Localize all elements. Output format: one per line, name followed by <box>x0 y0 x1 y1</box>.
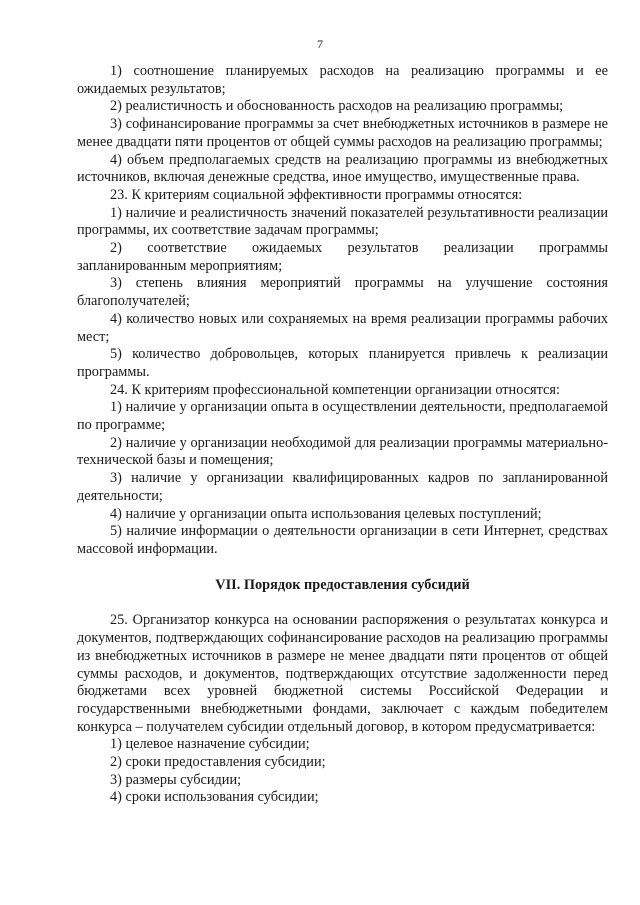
paragraph-24-item-1: 1) наличие у организации опыта в осуществлении деятельности, предполагаемой по программе; <box>77 399 608 434</box>
paragraph-23-item-5: 5) количество добровольцев, которых планируется привлечь к реализации программы. <box>77 346 608 380</box>
paragraph-24-item-2: 2) наличие у организации необходимой для реализации программы материально-технической базы и помещения; <box>77 434 608 469</box>
paragraph-25-item-2: 2) сроки предоставления субсидии; <box>110 754 326 771</box>
paragraph-24-item-3: 3) наличие у организации квалифицированных кадров по запланированной деятельности; <box>77 470 608 504</box>
paragraph-25-item-4: 4) сроки использования субсидии; <box>110 789 319 806</box>
paragraph-criteria-3: 3) софинансирование программы за счет внебюджетных источников в размере не менее двадцати пяти процентов от общей суммы расходов на реализацию программы; <box>77 116 608 150</box>
paragraph-23-intro: 23. К критериям социальной эффективности программы относятся: <box>110 186 523 203</box>
paragraph-25: 25. Организатор конкурса на основании распоряжения о результатах конкурса и документов, подтверждающих софинансирование расходов на реализацию программы из внебюджетных источников в размере не менее двадцати пяти процентов от общей суммы расходов, и документов, подтверждающих отсутствие задолженности перед бюджетами всех уровней бюджетной системы Российской Федерации и государственными внебюджетными фондами, заключает с каждым победителем конкурса – получателем субсидии отдельный договор, в котором предусматривается: <box>77 612 608 735</box>
document-body <box>77 63 608 807</box>
paragraph-23-item-3: 3) степень влияния мероприятий программы на улучшение состояния благополучателей; <box>77 275 608 310</box>
paragraph-criteria-2: 2) реалистичность и обоснованность расходов на реализацию программы; <box>110 98 564 115</box>
section-heading: VII. Порядок предоставления субсидий <box>215 576 470 593</box>
page-number: 7 <box>317 37 323 51</box>
paragraph-25-item-3: 3) размеры субсидии; <box>110 771 242 788</box>
paragraph-25-item-1: 1) целевое назначение субсидии; <box>110 736 310 753</box>
paragraph-23-item-2: 2) соответствие ожидаемых результатов реализации программы запланированным мероприятиям; <box>77 240 608 274</box>
paragraph-24-item-5: 5) наличие информации о деятельности организации в сети Интернет, средствах массовой информации. <box>77 523 608 557</box>
paragraph-24-intro: 24. К критериям профессиональной компетенции организации относятся: <box>110 381 560 398</box>
paragraph-24-item-4: 4) наличие у организации опыта использования целевых поступлений; <box>110 505 542 522</box>
paragraph-criteria-1: 1) соотношение планируемых расходов на реализацию программы и ее ожидаемых результатов; <box>77 63 608 97</box>
paragraph-23-item-1: 1) наличие и реалистичность значений показателей результативности реализации программы, их соответствие задачам программы; <box>77 204 608 239</box>
paragraph-23-item-4: 4) количество новых или сохраняемых на время реализации программы рабочих мест; <box>77 310 608 345</box>
paragraph-criteria-4: 4) объем предполагаемых средств на реализацию программы из внебюджетных источников, включая денежные средства, иное имущество, имущественные права. <box>77 151 608 186</box>
